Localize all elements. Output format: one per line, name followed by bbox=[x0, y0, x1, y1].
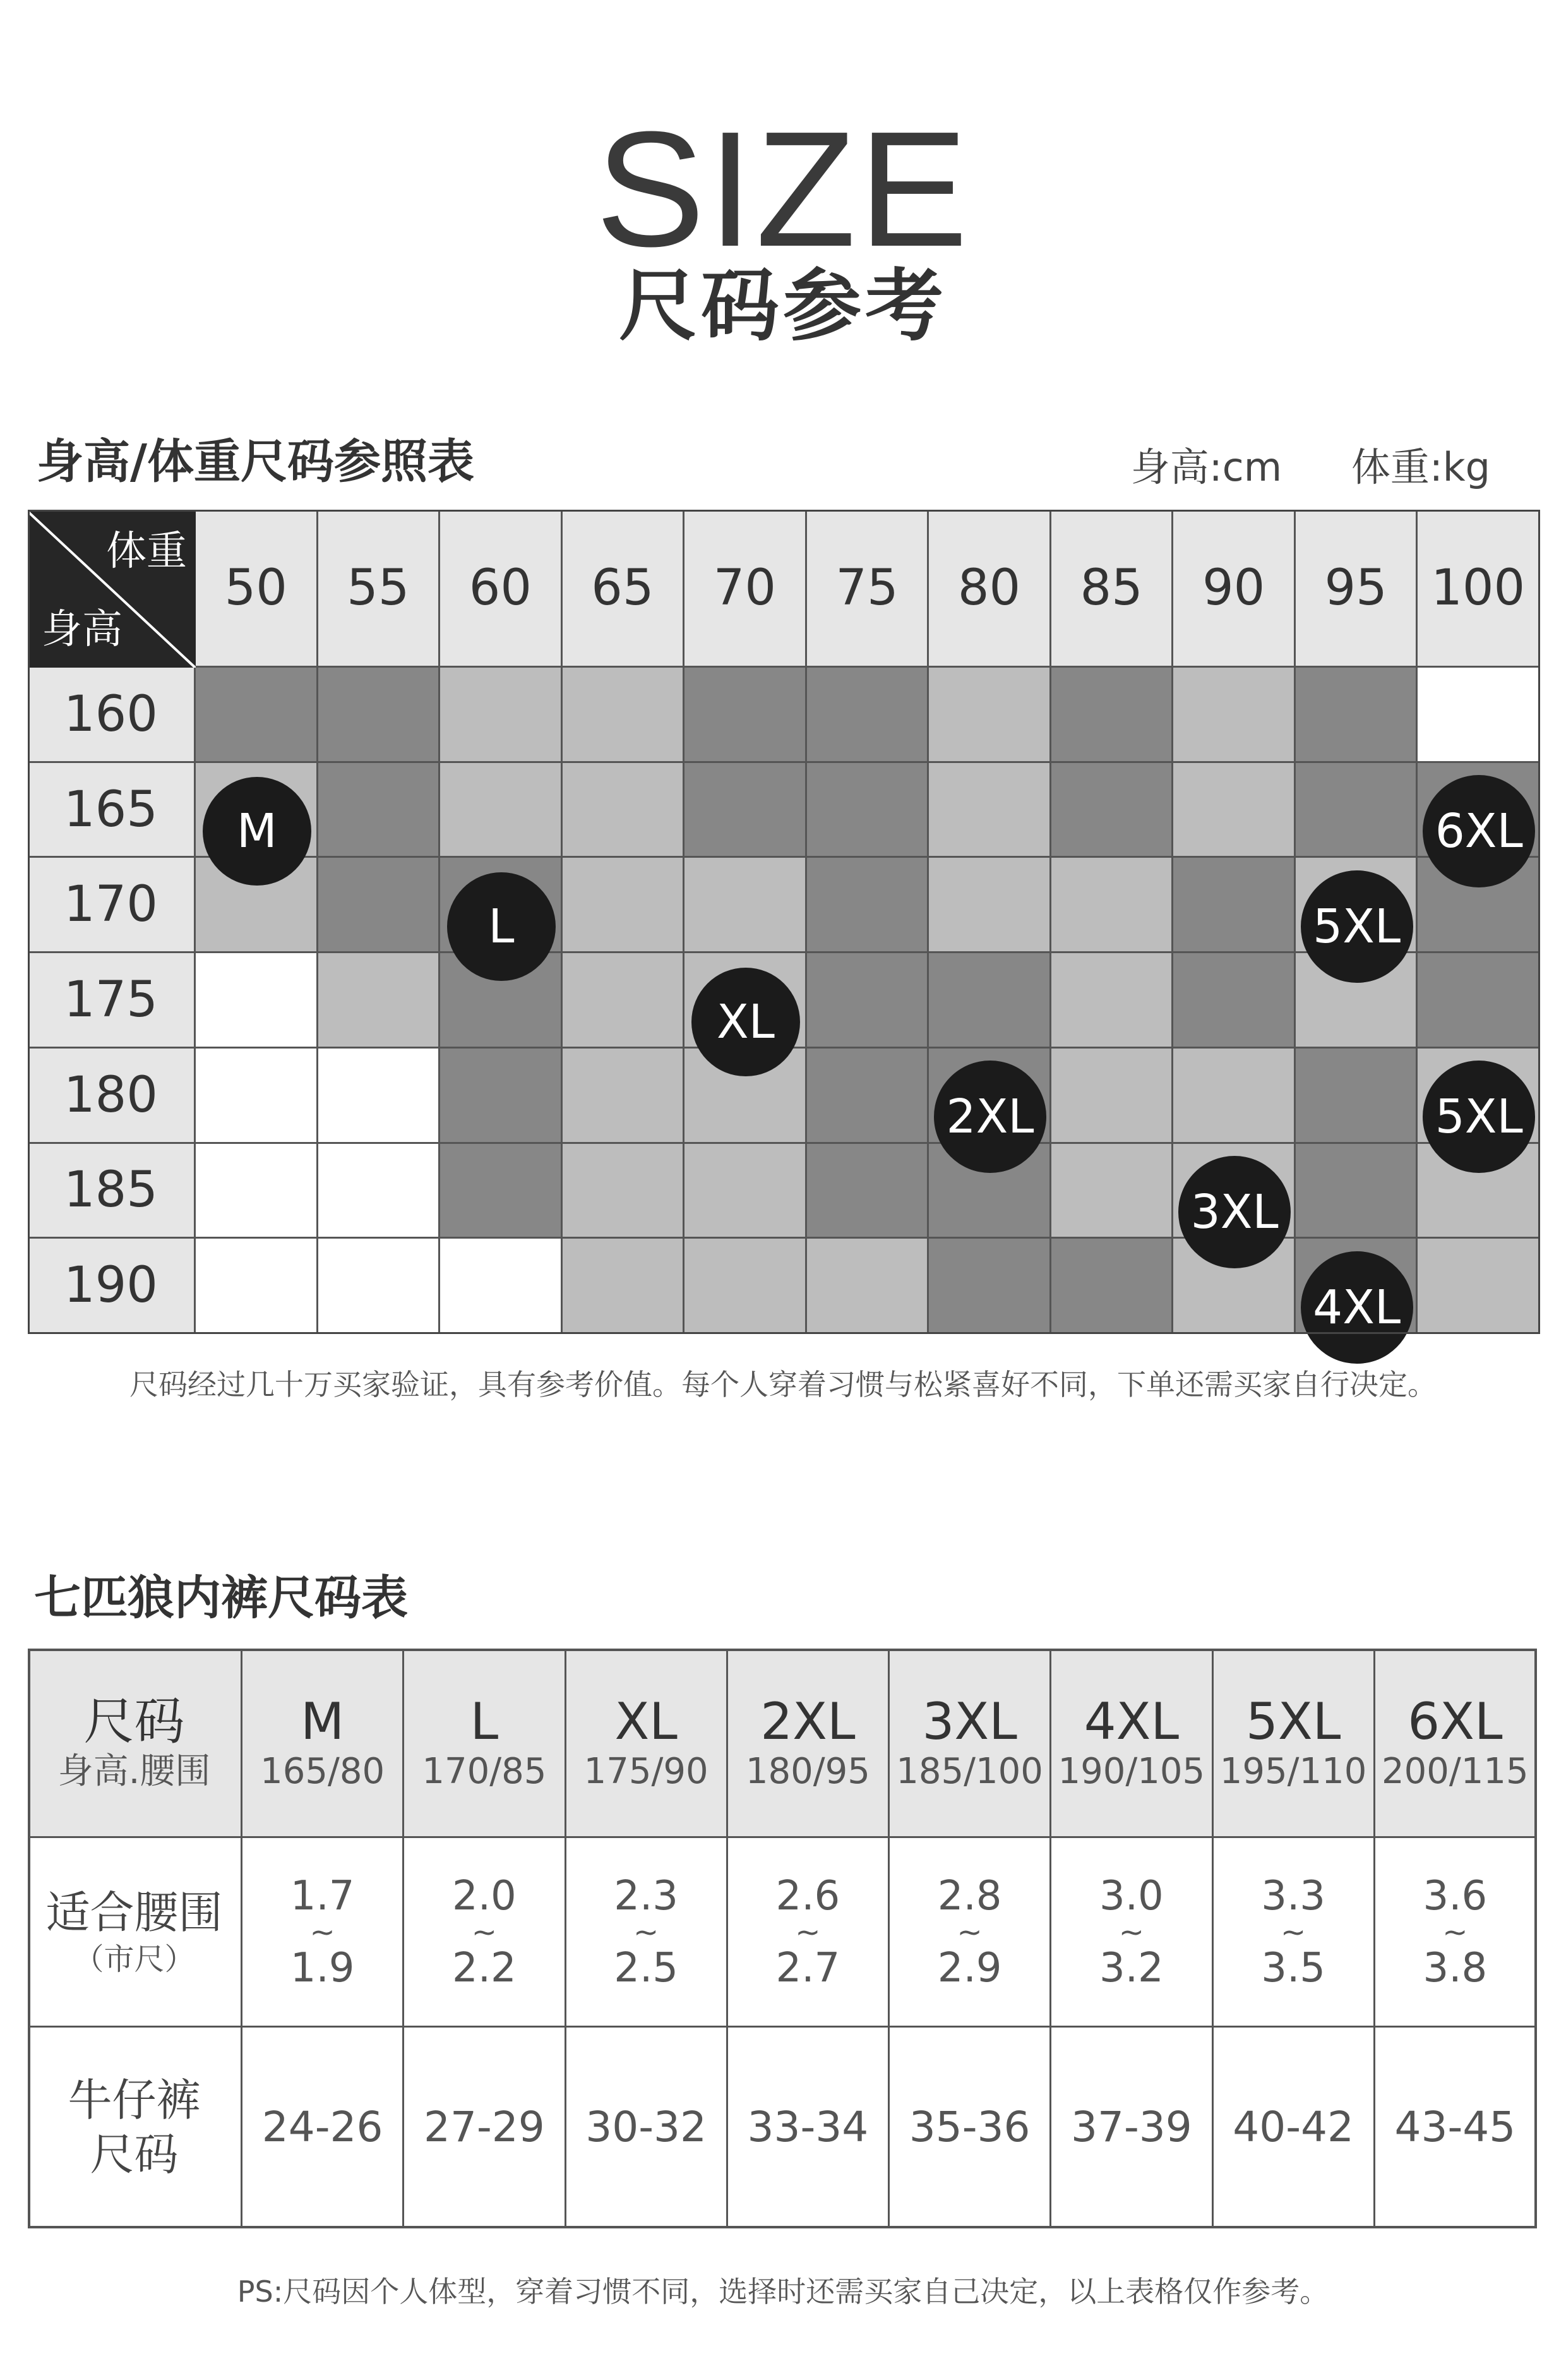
weight-header-55: 55 bbox=[318, 510, 441, 668]
header-sub-text: 身高.腰围 bbox=[57, 1750, 211, 1792]
waist-unit-text: （市尺） bbox=[73, 1941, 195, 1977]
chart1-units bbox=[1093, 442, 1490, 493]
height-label-165: 165 bbox=[28, 763, 196, 858]
size-badge-3xl: 3XL bbox=[1178, 1156, 1291, 1268]
waist-tilde: ~ bbox=[957, 1914, 983, 1950]
weight-header-80: 80 bbox=[929, 510, 1051, 668]
size-grid-border bbox=[28, 510, 1540, 1334]
height-label-185: 185 bbox=[28, 1144, 196, 1239]
weight-header-90: 90 bbox=[1173, 510, 1296, 668]
jeans-label-line1: 牛仔裤 bbox=[68, 2074, 201, 2126]
size-label: 3XL bbox=[922, 1692, 1017, 1751]
size-label: L bbox=[470, 1692, 499, 1751]
waist-tilde: ~ bbox=[1281, 1914, 1306, 1950]
corner-weight-label: 体重 bbox=[106, 528, 187, 575]
table2-note: PS:尺码因个人体型，穿着习惯不同，选择时还需买家自己决定，以上表格仅作参考。 bbox=[237, 2275, 1329, 2309]
size-spec: 170/85 bbox=[422, 1750, 547, 1792]
size-badge-5xl: 5XL bbox=[1423, 1061, 1535, 1173]
waist-min: 1.7 bbox=[290, 1872, 355, 1920]
size-label: XL bbox=[614, 1692, 678, 1751]
jeans-size: 30-32 bbox=[585, 2102, 707, 2151]
jeans-size: 43-45 bbox=[1394, 2102, 1516, 2151]
jeans-size: 27-29 bbox=[423, 2102, 545, 2151]
size-badge-5xl: 5XL bbox=[1301, 870, 1413, 983]
waist-label-text: 适合腰围 bbox=[45, 1886, 223, 1938]
weight-header-85: 85 bbox=[1051, 510, 1174, 668]
size-badge-4xl: 4XL bbox=[1301, 1251, 1413, 1364]
waist-max: 2.7 bbox=[775, 1944, 840, 1992]
size-spec: 165/80 bbox=[260, 1750, 385, 1792]
waist-min: 2.3 bbox=[614, 1872, 679, 1920]
size-spec: 195/110 bbox=[1219, 1750, 1367, 1792]
height-label-180: 180 bbox=[28, 1049, 196, 1144]
waist-tilde: ~ bbox=[309, 1914, 335, 1950]
waist-tilde: ~ bbox=[633, 1914, 659, 1950]
size-table-border bbox=[28, 1649, 1537, 2228]
waist-min: 3.0 bbox=[1099, 1872, 1164, 1920]
size-spec: 175/90 bbox=[583, 1750, 708, 1792]
size-spec: 200/115 bbox=[1382, 1750, 1529, 1792]
waist-min: 3.6 bbox=[1423, 1872, 1488, 1920]
header-label-text: 尺码 bbox=[83, 1692, 185, 1751]
size-badge-xl: XL bbox=[691, 968, 800, 1076]
size-spec: 180/95 bbox=[745, 1750, 870, 1792]
jeans-size: 37-39 bbox=[1070, 2102, 1192, 2151]
waist-max: 1.9 bbox=[290, 1944, 355, 1992]
waist-tilde: ~ bbox=[471, 1914, 497, 1950]
waist-max: 2.9 bbox=[937, 1944, 1002, 1992]
size-badge-l: L bbox=[447, 872, 556, 981]
waist-min: 2.0 bbox=[451, 1872, 517, 1920]
weight-unit: 体重:kg bbox=[1351, 444, 1490, 490]
waist-min: 2.6 bbox=[775, 1872, 840, 1920]
size-spec: 185/100 bbox=[896, 1750, 1043, 1792]
waist-max: 2.2 bbox=[451, 1944, 517, 1992]
weight-header-50: 50 bbox=[196, 510, 318, 668]
waist-max: 3.2 bbox=[1099, 1944, 1164, 1992]
waist-max: 3.8 bbox=[1423, 1944, 1488, 1992]
weight-header-75: 75 bbox=[807, 510, 929, 668]
page-title-cn: 尺码参考 bbox=[618, 261, 947, 352]
size-spec: 190/105 bbox=[1058, 1750, 1205, 1792]
size-label: M bbox=[301, 1692, 345, 1751]
waist-max: 3.5 bbox=[1261, 1944, 1326, 1992]
waist-tilde: ~ bbox=[1442, 1914, 1468, 1950]
size-label: 6XL bbox=[1408, 1692, 1503, 1751]
waist-min: 2.8 bbox=[937, 1872, 1002, 1920]
size-label: 4XL bbox=[1084, 1692, 1180, 1751]
chart1-note: 尺码经过几十万买家验证，具有参考价值。每个人穿着习惯与松紧喜好不同，下单还需买家自行决定。 bbox=[129, 1367, 1437, 1402]
size-badge-6xl: 6XL bbox=[1423, 775, 1535, 887]
waist-min: 3.3 bbox=[1261, 1872, 1326, 1920]
height-unit: 身高:cm bbox=[1130, 444, 1282, 490]
jeans-size: 24-26 bbox=[261, 2102, 383, 2151]
height-label-190: 190 bbox=[28, 1239, 196, 1334]
weight-header-70: 70 bbox=[684, 510, 807, 668]
jeans-label-line2: 尺码 bbox=[90, 2128, 179, 2180]
jeans-size: 35-36 bbox=[909, 2102, 1031, 2151]
waist-tilde: ~ bbox=[795, 1914, 821, 1950]
waist-max: 2.5 bbox=[614, 1944, 679, 1992]
page-title-en: SIZE bbox=[595, 98, 971, 281]
table2-title: 七匹狼内裤尺码表 bbox=[34, 1571, 408, 1625]
height-label-160: 160 bbox=[28, 668, 196, 763]
waist-tilde: ~ bbox=[1118, 1914, 1144, 1950]
jeans-size: 40-42 bbox=[1233, 2102, 1354, 2151]
size-badge-m: M bbox=[203, 777, 311, 886]
corner-height-label: 身高 bbox=[42, 606, 123, 653]
chart1-title: 身高/体重尺码参照表 bbox=[37, 435, 475, 489]
size-label: 5XL bbox=[1245, 1692, 1341, 1751]
height-label-175: 175 bbox=[28, 953, 196, 1049]
size-label: 2XL bbox=[760, 1692, 856, 1751]
weight-header-60: 60 bbox=[440, 510, 563, 668]
weight-header-65: 65 bbox=[563, 510, 685, 668]
height-label-170: 170 bbox=[28, 858, 196, 953]
weight-header-100: 100 bbox=[1418, 510, 1540, 668]
jeans-size: 33-34 bbox=[747, 2102, 869, 2151]
size-badge-2xl: 2XL bbox=[934, 1061, 1046, 1173]
weight-header-95: 95 bbox=[1296, 510, 1418, 668]
